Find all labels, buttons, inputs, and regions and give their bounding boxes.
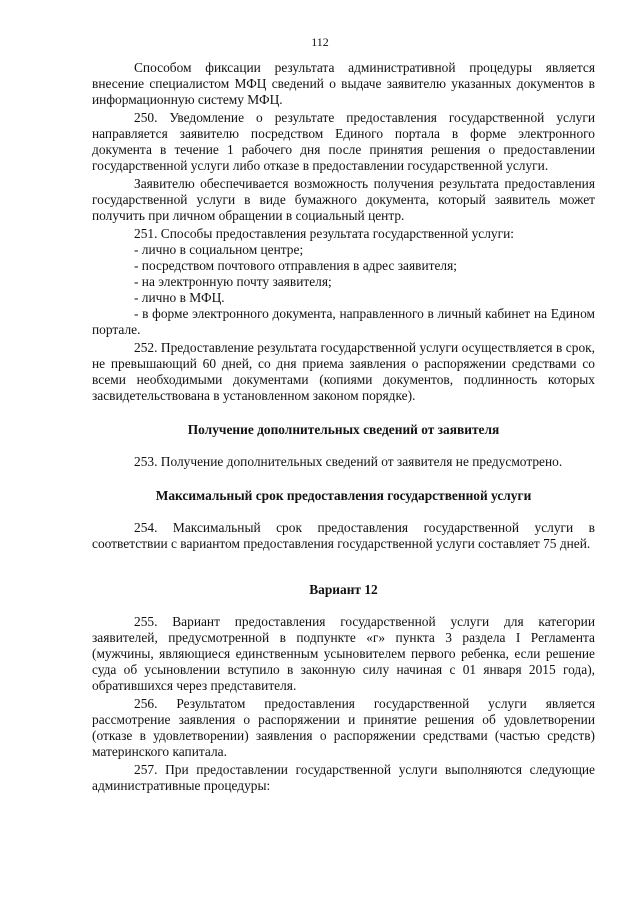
paragraph-paper-result: Заявителю обеспечивается возможность получения результата предоставления государственной услуги в виде бумажного документа, который заявитель может получить при личном обращении в социальный центр. — [92, 176, 595, 223]
list-item: - на электронную почту заявителя; — [134, 274, 332, 289]
paragraph-252: 252. Предоставление результата государственной услуги осуществляется в срок, не превышающий 60 дней, со дня приема заявления о распоряжении средствами со всеми необходимыми документами (копиями документов, подлинность которых засвидетельствована в установленном законом порядке). — [92, 340, 595, 403]
list-item: - в форме электронного документа, направленного в личный кабинет на Едином портале. — [92, 306, 595, 337]
paragraph-254: 254. Максимальный срок предоставления государственной услуги в соответствии с вариантом предоставления государственной услуги составляет 75 дней. — [92, 520, 595, 551]
paragraph-253: 253. Получение дополнительных сведений от заявителя не предусмотрено. — [134, 454, 563, 469]
paragraph-255: 255. Вариант предоставления государственной услуги для категории заявителей, предусмотренной в подпункте «г» пункта 3 раздела I Регламента (мужчины, являющиеся единственным усыновителем первого ребенка, если решение суда об усыновлении вступило в законную силу начиная с 01 января 2015 года), обратившихся через представителя. — [92, 614, 595, 693]
document-body — [92, 60, 595, 794]
list-item: - лично в МФЦ. — [134, 290, 225, 305]
section-heading-additional-info: Получение дополнительных сведений от заявителя — [187, 422, 500, 437]
section-heading-variant-12: Вариант 12 — [309, 582, 378, 597]
list-item: - лично в социальном центре; — [134, 242, 304, 257]
paragraph-257: 257. При предоставлении государственной услуги выполняются следующие административные процедуры: — [92, 762, 595, 793]
paragraph-250: 250. Уведомление о результате предоставления государственной услуги направляется заявителю посредством Единого портала в форме электронного документа в течение 1 рабочего дня после принятия решения о предоставлении государственной услуги либо отказе в предоставлении государственной услуги. — [92, 110, 595, 173]
page-number: 112 — [311, 35, 329, 49]
paragraph-251: 251. Способы предоставления результата государственной услуги: — [134, 226, 514, 241]
paragraph-256: 256. Результатом предоставления государственной услуги является рассмотрение заявления о распоряжении и принятие решения об удовлетворении (отказе в удовлетворении) заявления о распоряжении средствами (частью средств) материнского капитала. — [92, 696, 595, 759]
list-item: - посредством почтового отправления в адрес заявителя; — [134, 258, 457, 273]
paragraph-fixation: Способом фиксации результата административной процедуры является внесение специалистом МФЦ сведений о выдаче заявителю указанных документов в информационную систему МФЦ. — [92, 60, 595, 107]
section-heading-max-term: Максимальный срок предоставления государственной услуги — [155, 488, 532, 503]
